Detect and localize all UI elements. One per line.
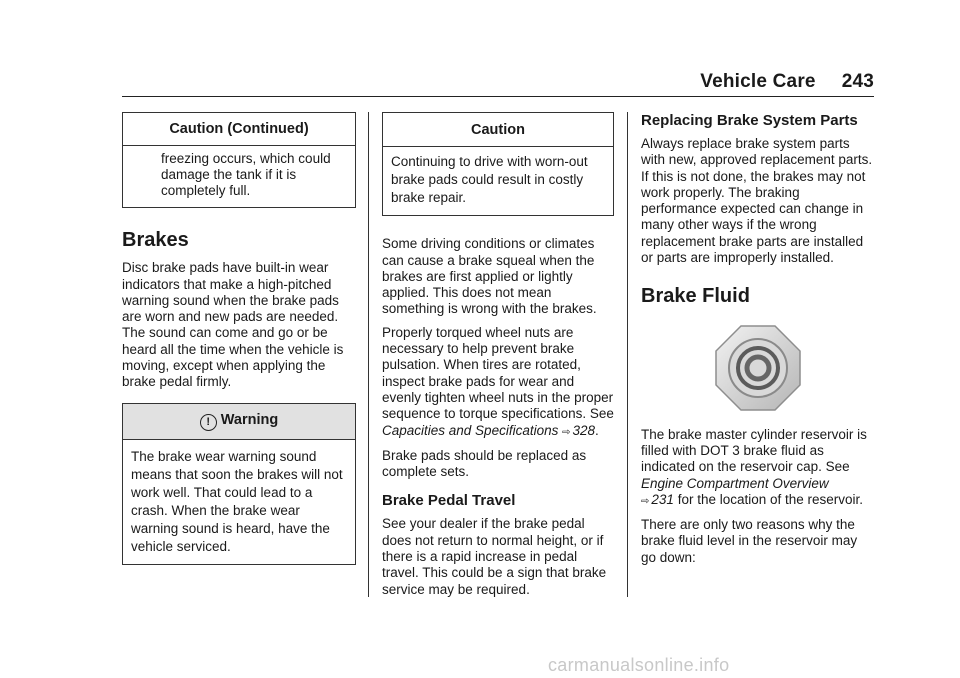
brakes-paragraph: Disc brake pads have built-in wear indicators that make a high-pitched warning sound when the brake pads are worn and new pads are needed. The sound can come and go or be heard all the time when the vehicle is moving, except when applying the brake pedal firmly.: [122, 260, 344, 390]
brake-fluid-cap-icon: [714, 324, 802, 412]
capacities-page-link[interactable]: 328: [572, 422, 596, 438]
warning-body: The brake wear warning sound means that soon the brakes will not work well. That could lead to a crash. When the brake wear warning sound is heard, have the vehicle serviced.: [131, 448, 343, 554]
header-rule: [122, 96, 874, 97]
caution-continued-body: freezing occurs, which could damage the tank if it is completely full.: [161, 151, 331, 199]
pedal-travel-heading: Brake Pedal Travel: [382, 492, 516, 510]
brake-fluid-cap-figure: [641, 324, 875, 416]
warning-header: [123, 404, 355, 440]
page-ref-arrow-icon: ⇨: [562, 426, 571, 438]
column-divider-2: [627, 112, 628, 597]
column-divider-1: [368, 112, 369, 597]
fluid-text: The brake master cylinder reservoir is filled with DOT 3 brake fluid as indicated on the reservoir cap. See: [641, 426, 867, 475]
section-title: Vehicle Care: [700, 71, 816, 92]
brake-fluid-heading: Brake Fluid: [641, 285, 750, 308]
warning-title: Warning: [220, 411, 279, 428]
fluid-paragraph: [641, 427, 875, 510]
caution-body: Continuing to drive with worn-out brake pads could result in costly brake repair.: [391, 154, 588, 206]
caution-title: Caution: [383, 113, 613, 147]
column-3: [641, 112, 875, 573]
page-ref-arrow-icon: ⇨: [641, 495, 650, 507]
caution-continued-title: Caution (Continued): [123, 113, 355, 146]
pads-sets-paragraph: Brake pads should be replaced as complete sets.: [382, 447, 587, 480]
torque-paragraph: Properly torqued wheel nuts are necessary to help prevent brake pulsation. When tires are rotated, inspect brake pads for wear and evenly tighten wheel nuts in the proper sequence to torque specifications. See Capacities and Specifications ⇨ 328.: [382, 324, 614, 438]
reasons-paragraph: There are only two reasons why the brake fluid level in the reservoir may go down:: [641, 517, 858, 565]
replacing-paragraph: Always replace brake system parts with new, approved replacement parts. If this is not done, the brakes may not work properly. The braking performance expected can change in many other ways if the wrong replacement brake parts are installed or parts are improperly installed.: [641, 136, 873, 266]
column-1: [122, 112, 356, 565]
warning-icon: !: [200, 414, 217, 431]
caution-box: [382, 112, 614, 216]
torque-text: Properly torqued wheel nuts are necessary to help prevent brake pulsation. When tires are rotated, inspect brake pads for wear and evenly tighten wheel nuts in the proper sequence to torque specifications. See: [382, 324, 614, 422]
pedal-travel-paragraph: See your dealer if the brake pedal does not return to normal height, or if there is a rapid increase in pedal travel. This could be a sign that brake service may be required.: [382, 516, 607, 597]
replacing-heading: Replacing Brake System Parts: [641, 112, 858, 129]
engine-compartment-page-link[interactable]: 231: [651, 491, 674, 507]
squeal-paragraph: Some driving conditions or climates can cause a brake squeal when the brakes are first applied or lightly applied. This does not mean something is wrong with the brakes.: [382, 236, 597, 317]
fluid-suffix: for the location of the reservoir.: [677, 491, 864, 507]
column-2: [382, 112, 614, 605]
capacities-link[interactable]: Capacities and Specifications: [382, 422, 559, 438]
warning-box: [122, 403, 356, 565]
watermark: carmanualsonline.info: [548, 655, 730, 675]
engine-compartment-link[interactable]: Engine Compartment Overview: [641, 475, 829, 491]
caution-continued-box: [122, 112, 356, 208]
page-number: 243: [841, 71, 874, 92]
page-header: [700, 71, 874, 93]
brakes-heading: Brakes: [122, 229, 189, 252]
